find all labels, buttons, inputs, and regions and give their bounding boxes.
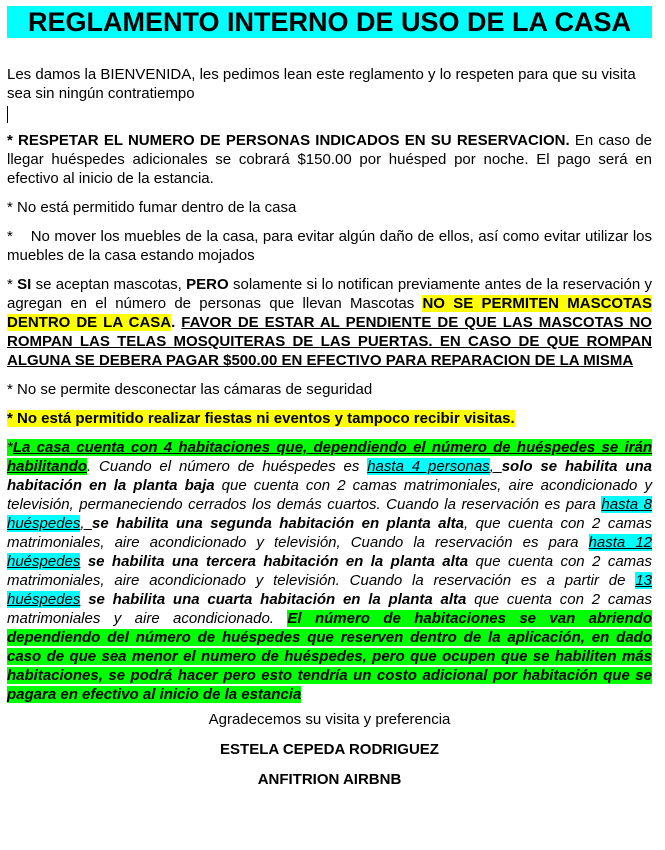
rule-pets-pero: PERO bbox=[186, 276, 229, 293]
rooms-space-1 bbox=[80, 553, 87, 570]
rule-pets-text-1: se aceptan mascotas, bbox=[31, 276, 187, 293]
rooms-tier-13: 13 huéspedes bbox=[7, 572, 652, 608]
rooms-star: * bbox=[7, 439, 13, 456]
rooms-text-1: . Cuando el número de huéspedes es bbox=[87, 458, 368, 475]
rule-people-bold: * RESPETAR EL NUMERO DE PERSONAS INDICADOS EN SU RESERVACION. bbox=[7, 132, 570, 149]
rule-people-text: En caso de llegar huéspedes adicionales se cobrará $150.00 por huésped por noche. El pago será en efectivo al inicio de la estancia. bbox=[7, 132, 653, 187]
rooms-text-4: que cuenta con 2 camas matrimoniales, aire acondicionado y televisión. Cuando la reservación es a partir de bbox=[7, 553, 653, 589]
rooms-room-4: se habilita una cuarta habitación en la planta alta bbox=[88, 591, 467, 608]
rooms-comma-1: , bbox=[489, 458, 502, 475]
rule-people bbox=[7, 131, 652, 188]
rooms-tier-8: hasta 8 huéspedes bbox=[7, 496, 652, 532]
text-cursor bbox=[7, 103, 652, 128]
rooms-room-3: se habilita una tercera habitación en la planta alta bbox=[87, 553, 469, 570]
host-name: ESTELA CEPEDA RODRIGUEZ bbox=[220, 741, 439, 758]
rooms-text-2: que cuenta con 2 camas matrimoniales, aire acondicionado y televisión, permaneciendo cerrados los demás cuartos. Cuando la reservación es para bbox=[7, 477, 652, 513]
rooms-room-2: se habilita una segunda habitación en planta alta bbox=[92, 515, 464, 532]
rule-pets-warning: FAVOR DE ESTAR AL PENDIENTE DE QUE LAS MASCOTAS NO ROMPAN LAS TELAS MOSQUITERAS DE LAS PUERTAS. EN CASO DE QUE ROMPAN ALGUNA SE DEBERA PAGAR $500.00 EN EFECTIVO PARA REPARACION DE LA MISMA bbox=[7, 314, 652, 369]
rule-pets-si: SI bbox=[17, 276, 32, 293]
rule-pets-no-pets: NO SE PERMITEN MASCOTAS DENTRO DE LA CASA bbox=[7, 295, 652, 331]
rooms-tier-4: hasta 4 personas bbox=[367, 458, 490, 475]
rooms-intro: La casa cuenta con 4 habitaciones que, dependiendo el número de huéspedes se irán habilitando bbox=[7, 439, 652, 475]
rule-smoking: * No está permitido fumar dentro de la casa bbox=[7, 199, 297, 216]
rooms-room-1: solo se habilita una habitación en la planta baja bbox=[7, 458, 652, 494]
rule-parties-text: * No está permitido realizar fiestas ni eventos y tampoco recibir visitas. bbox=[7, 410, 515, 427]
rule-parties bbox=[7, 409, 652, 428]
rule-pets-text-2: solamente si lo notifican previamente antes de la reservación y agregan en el número de personas que llevan Mascotas bbox=[7, 276, 653, 312]
rooms-tier-12: hasta 12 huéspedes bbox=[7, 534, 653, 570]
intro-paragraph: Les damos la BIENVENIDA, les pedimos lean este reglamento y lo respeten para que su visita sea sin ningún contratiempo bbox=[7, 66, 636, 102]
rooms-paragraph bbox=[7, 438, 652, 704]
rule-furniture: * No mover los muebles de la casa, para evitar algún daño de ellos, así como evitar utilizar los muebles de la casa estando mojados bbox=[7, 228, 657, 264]
rooms-text-5: que cuenta con 2 camas matrimoniales y aire acondicionado. bbox=[7, 591, 653, 627]
closing-thanks: Agradecemos su visita y preferencia bbox=[208, 711, 451, 728]
rooms-additional-cost: El número de habitaciones se van abriendo dependiendo del número de huéspedes que reserven dentro de la aplicación, en dado caso de que sea menor el numero de huéspedes, pero que ocupen que se habiliten más habitaciones, se podrá hacer pero esto tendría un costo adicional por habitación que se pagara en efectivo al inicio de la estancia bbox=[7, 610, 652, 703]
host-role: ANFITRION AIRBNB bbox=[257, 771, 402, 788]
rule-pets-dot: . bbox=[171, 314, 182, 331]
rooms-text-3: , que cuenta con 2 camas matrimoniales, aire acondicionado y televisión, Cuando la reservación es para bbox=[7, 515, 652, 551]
document-title: REGLAMENTO INTERNO DE USO DE LA CASA bbox=[7, 6, 652, 38]
rule-pets bbox=[7, 275, 652, 370]
document-page bbox=[7, 6, 657, 789]
rooms-comma-2: , bbox=[80, 515, 92, 532]
rule-cameras: * No se permite desconectar las cámaras de seguridad bbox=[7, 381, 373, 398]
rule-pets-star: * bbox=[7, 276, 18, 293]
